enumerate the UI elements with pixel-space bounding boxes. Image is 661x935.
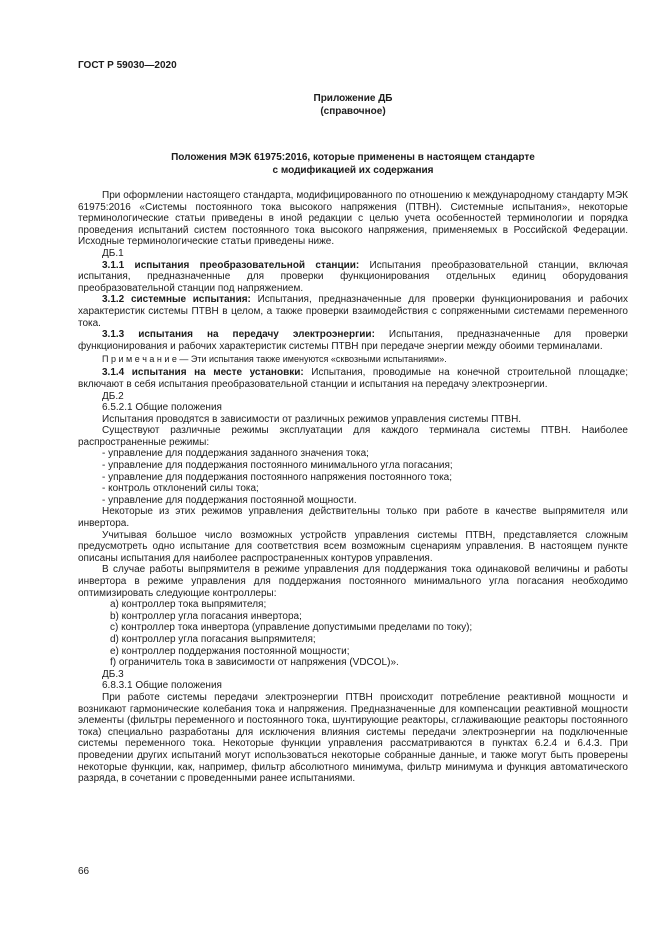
paragraph-text: e) контроллер поддержания постоянной мощности; — [110, 645, 350, 657]
paragraph-text: ДБ.3 — [102, 668, 124, 680]
paragraph-text: c) контроллер тока инвертора (управление допустимыми пределами по току); — [110, 622, 473, 634]
paragraph — [78, 692, 628, 785]
paragraph-text: Учитывая большое число возможных устройств управления системы ПТВН, представляется сложным предусмотреть одно испытание для соответствия всем возможным сценариям управления. В настоящем пункте описаны испытания для наиболее распространенных контуров управления. — [78, 529, 628, 564]
paragraph — [78, 622, 628, 634]
document-body — [78, 190, 628, 785]
paragraph — [78, 506, 628, 529]
paragraph-text: - управление для поддержания постоянного минимального угла погасания; — [102, 460, 453, 472]
document-header: ГОСТ Р 59030—2020 — [78, 60, 177, 71]
paragraph — [78, 530, 628, 565]
term-bold-text: 3.1.3 испытания на передачу электроэнергии: — [102, 329, 389, 341]
paragraph — [78, 248, 628, 260]
term-bold-text: 3.1.1 испытания преобразовательной станции: — [102, 259, 370, 271]
paragraph-text: Существуют различные режимы эксплуатации для каждого терминала системы ПТВН. Наиболее распространенные режимы: — [78, 425, 628, 448]
paragraph-text: - управление для поддержания заданного значения тока; — [102, 448, 369, 460]
paragraph — [78, 448, 628, 460]
paragraph — [78, 669, 628, 681]
paragraph — [78, 425, 628, 448]
paragraph-text: d) контроллер угла погасания выпрямителя; — [110, 633, 316, 645]
paragraph-text: П р и м е ч а н и е — Эти испытания также именуются «сквозными испытаниями». — [102, 354, 447, 365]
paragraph-text: - управление для поддержания постоянного напряжения постоянного тока; — [102, 471, 453, 483]
paragraph-text: Испытания проводятся в зависимости от различных режимов управления системы ПТВН. — [102, 413, 522, 425]
paragraph-text: При оформлении настоящего стандарта, модифицированного по отношению к международному стандарту МЭК 61975:2016 «Системы постоянного тока высокого напряжения (ПТВН). Системные испытания», некоторые терминологические статьи приведены в иной редакции с целью учета особенностей терминологии и порядка проведения испытаний систем постоянного тока высокого напряжения, применяемых в Российской Федерации. Исходные терминологические статьи приведены ниже. — [78, 190, 628, 248]
document-title-line2: с модификацией их содержания — [272, 165, 434, 176]
paragraph — [78, 190, 628, 248]
paragraph — [78, 329, 628, 352]
paragraph-text: ДБ.1 — [102, 247, 124, 259]
paragraph — [78, 354, 628, 365]
appendix-type: (справочное) — [320, 106, 386, 117]
paragraph-text: f) ограничитель тока в зависимости от напряжения (VDCOL)». — [110, 657, 399, 669]
paragraph-text: В случае работы выпрямителя в режиме управления для поддержания тока одинаковой величины и работы инвертора в режиме управления для поддержания постоянного минимального угла погасания необходимо оптимизировать следующие контроллеры: — [78, 564, 628, 599]
paragraph-text: b) контроллер угла погасания инвертора; — [110, 610, 302, 622]
paragraph-text: ДБ.2 — [102, 390, 124, 402]
paragraph-text: - управление для поддержания постоянной мощности. — [102, 494, 357, 506]
paragraph-text: a) контроллер тока выпрямителя; — [110, 599, 267, 611]
term-bold-text: 3.1.2 системные испытания: — [102, 294, 258, 306]
paragraph — [78, 634, 628, 646]
paragraph — [78, 564, 628, 599]
paragraph — [78, 657, 628, 669]
paragraph — [78, 680, 628, 692]
paragraph — [78, 646, 628, 658]
paragraph-text: - контроль отклонений силы тока; — [102, 483, 259, 495]
paragraph-text: Испытания, проводимые на конечной строительной площадке; включают в себя испытания преобразовательной станции и испытания на передачу электроэнергии. — [78, 367, 629, 390]
paragraph-text: Испытания, предназначенные для проверки функционирования и рабочих характеристик системы ПТВН в целом, а также проверки взаимодействия с сопряженными системами переменного тока. — [78, 294, 628, 329]
paragraph-text: 6.5.2.1 Общие положения — [102, 402, 222, 414]
paragraph — [78, 611, 628, 623]
page-number: 66 — [78, 866, 90, 877]
paragraph-text: Испытания, предназначенные для проверки функционирования и рабочих характеристик системы ПТВН при передаче энергии между обоими терминалами. — [78, 329, 628, 352]
paragraph — [78, 414, 628, 426]
paragraph — [78, 460, 628, 472]
paragraph-text: 6.8.3.1 Общие положения — [102, 680, 222, 692]
paragraph — [78, 483, 628, 495]
paragraph — [78, 391, 628, 403]
term-bold-text: 3.1.4 испытания на месте установки: — [102, 367, 312, 379]
appendix-label: Приложение ДБ — [313, 93, 393, 104]
paragraph — [78, 260, 628, 295]
document-title — [78, 151, 628, 177]
paragraph — [78, 402, 628, 414]
paragraph — [78, 294, 628, 329]
paragraph — [78, 599, 628, 611]
paragraph — [78, 495, 628, 507]
paragraph-text: При работе системы передачи электроэнергии ПТВН происходит потребление реактивной мощности и возникают гармонические колебания тока и напряжения. Предназначенные для компенсации реактивной мощности элементы (фильтры переменного и постоянного тока, шунтирующие реакторы, сглаживающие реакторы постоянного тока) специально разработаны для исключения влияния системы передачи электроэнергии на подключенные системы переменного тока. Некоторые функции управления рассматриваются в пунктах 6.2.4 и 6.4.3. При проведении других испытаний могут использоваться некоторые собранные данные, и также могут быть проверены некоторые функции, как, например, фильтр абсолютного минимума, фильтр минимума и функция автоматического разряда, в сочетании с проведенными ранее испытаниями. — [78, 691, 628, 785]
document-title-line1: Положения МЭК 61975:2016, которые применены в настоящем стандарте — [171, 152, 535, 163]
paragraph-text: Испытания преобразовательной станции, включая испытания, предназначенные для проверки функционирования отдельных единиц оборудования преобразовательной станции под напряжением. — [78, 259, 628, 294]
paragraph — [78, 367, 628, 390]
paragraph — [78, 472, 628, 484]
paragraph-text: Некоторые из этих режимов управления действительны только при работе в качестве выпрямителя или инвертора. — [78, 506, 628, 530]
